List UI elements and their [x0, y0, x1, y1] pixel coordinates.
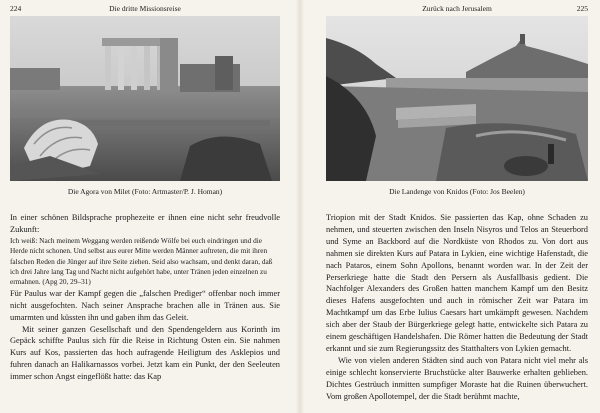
left-header: [10, 4, 280, 16]
running-title: Die dritte Missionsreise: [109, 4, 181, 13]
paragraph: In einer schönen Bildsprache prophezeite er ihnen eine nicht sehr freudvolle Zukunft:: [10, 213, 280, 234]
photo-caption: Die Landenge von Knidos (Foto: Jos Beelen): [389, 187, 525, 196]
block-quote: Ich weiß: Nach meinem Weggang werden reißende Wölfe bei euch eindringen und die Herde nicht schonen. Und selbst aus eurer Mitte werden Männer auftreten, die mit ihren falschen Reden die Jünger auf ihre Seite ziehen. Seid also wachsam, und denkt daran, daß ich drei Jahre lang Tag und Nacht nicht aufgehört habe, unter Tränen jeden einzelnen zu ermahnen. (Apg 20, 29–31): [10, 235, 273, 287]
left-page: [10, 0, 280, 413]
page-number: 225: [576, 4, 588, 13]
paragraph: Mit seiner ganzen Gesellschaft und den Spendengeldern aus Korinth im Gepäck schiffte Paulus sich für die Reise in Richtung Osten ein. Sie nahmen Kurs auf Kos, passierten das hoch aufragende Heiligtum des Asklepios und fuhren danach an Halikarnassos vorbei. Jetzt kam ein Punkt, der den Seeleuten immer schon Angst eingeflößt hatte: das Kap: [10, 324, 280, 382]
paragraph: Für Paulus war der Kampf gegen die „falschen Prediger“ offenbar noch immer nicht ausgefochten. Nach seiner Ansprache brachen alle in Tränen aus. Sie umarmten und küssten ihn und gaben ihm das Geleit.: [10, 288, 280, 322]
agora-photo: [10, 16, 280, 181]
running-title: Zurück nach Jerusalem: [422, 4, 492, 13]
body-text: [10, 212, 280, 383]
right-header: [326, 4, 588, 16]
paragraph: Wie von vielen anderen Städten sind auch von Patara nicht viel mehr als einige schlecht konservierte Bruchstücke alter Bauwerke erhalten geblieben. Dichtes Gestrüuch inmitten sumpfiger Moraste hat die Ruinen überwuchert. Vom großen Apollotempel, der die Stadt berühmt machte,: [326, 355, 588, 401]
paragraph: Triopion mit der Stadt Knidos. Sie passierten das Kap, ohne Schaden zu nehmen, und steuerten zwischen den Inseln Nisyros und Telos an Steuerbord und Syme an Backbord auf die Nordküste von Rhodos zu. Von dort aus nahmen sie direkten Kurs auf Patara in Lykien, eine wichtige Hafenstadt, die nach Pataros, einem Sohn Apollons, benannt worden war. In der Zeit der Perserkriege hatte die Stadt den Persern als Ausfallbasis gedient. Die Nachfolger Alexanders des Großen hatten manchem Kampf um den Besitz dieses Hafens ausgefochten und auch in römischer Zeit war Patara im Machtkampf um das Erbe Iulius Caesars hart umkämpft gewesen. Nachdem sich aber der Staub der Bürgerkriege gelegt hatte, entwickelte sich Patara zu einem geschäftigen Handelshafen. Die Römer hatten die Bedeutung der Stadt erkannt und sie zum Regierungssitz des Statthalters von Lykien gemacht.: [326, 213, 588, 353]
photo-caption: Die Agora von Milet (Foto: Artmaster/P. J. Homan): [67, 187, 223, 196]
page-number: 224: [10, 4, 22, 13]
right-page: [326, 0, 588, 413]
body-text: [326, 212, 588, 403]
knidos-photo: [326, 16, 588, 181]
